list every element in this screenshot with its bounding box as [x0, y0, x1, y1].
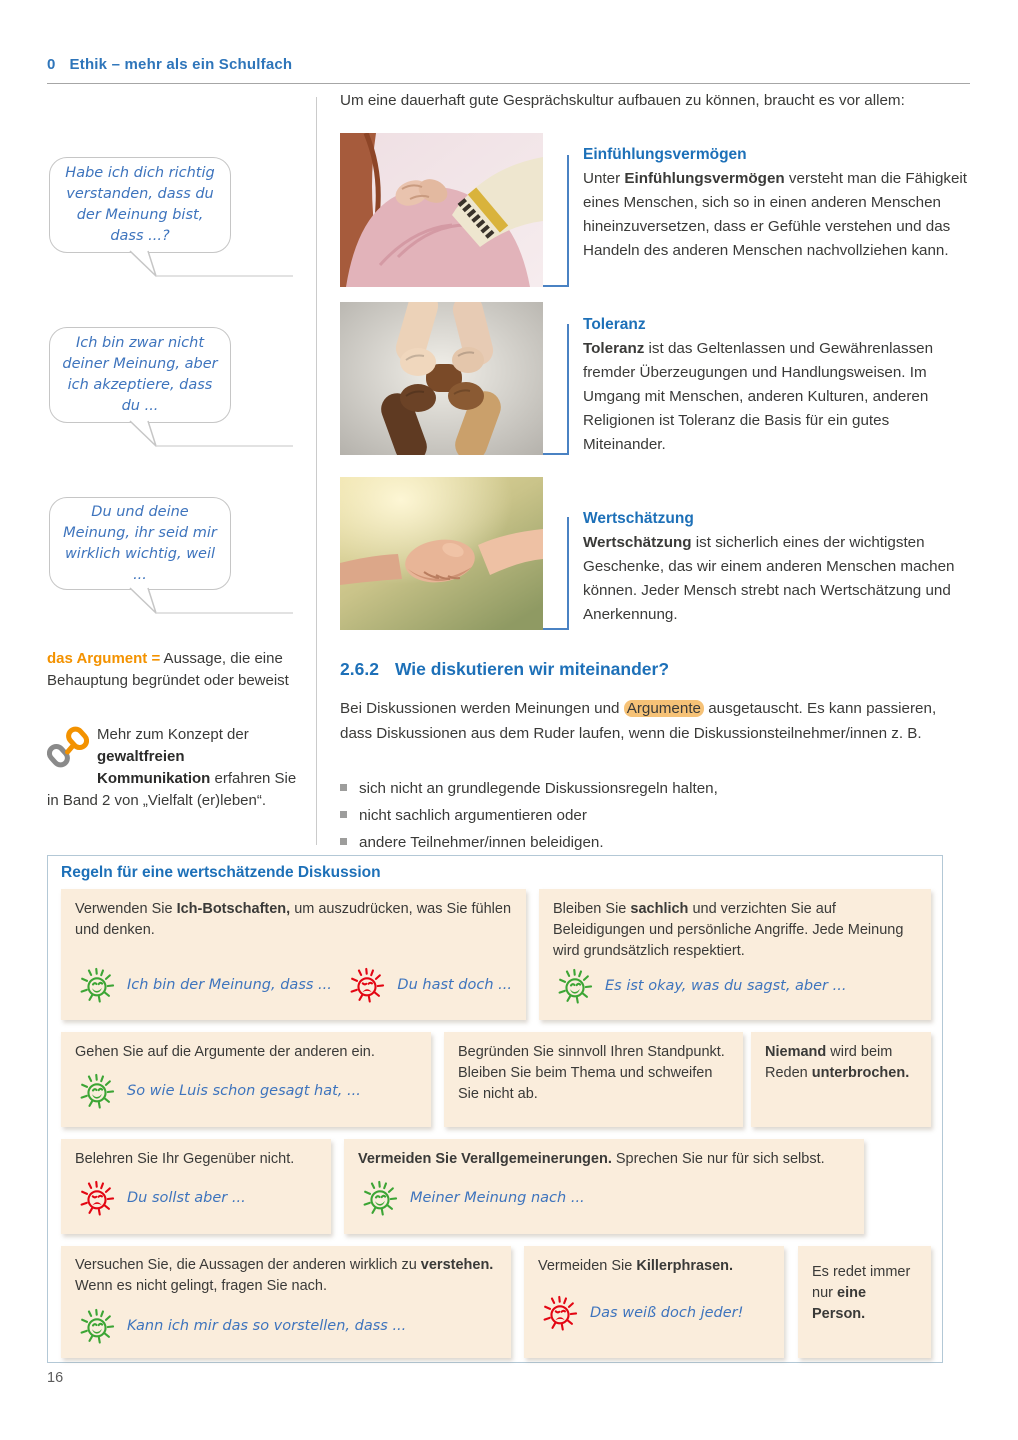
concept-text-bold: Wertschätzung — [583, 534, 692, 551]
section-number: 2.6.2 — [340, 659, 379, 679]
concept-empathy — [583, 146, 975, 263]
concept-heading: Wertschätzung — [583, 510, 694, 527]
speech-bubble — [49, 497, 231, 590]
rules-title: Regeln für eine wertschätzende Diskussion — [61, 864, 381, 881]
example-row — [75, 1304, 497, 1348]
definition-text: Aussage, die eine Behauptung begründet oder beweist — [47, 650, 289, 689]
section-paragraph-post: ausgetauscht. Es kann passieren, dass Diskussionen aus dem Ruder laufen, wenn die Diskussionsteilnehmer/innen z. B. — [340, 700, 937, 742]
concept-text — [583, 167, 975, 263]
rule-text: Es redet immer nur — [812, 1264, 911, 1301]
rule-text: wird beim Reden — [765, 1044, 893, 1081]
rule-text-bold: eine Person. — [812, 1285, 867, 1322]
rule-text: Belehren Sie Ihr Gegenüber nicht. — [75, 1151, 295, 1167]
rule-text: Begründen Sie sinnvoll Ihren Standpunkt. Bleiben Sie beim Thema und schweifen Sie nicht ab. — [458, 1044, 725, 1102]
chapter-number: 0 — [47, 56, 56, 73]
example-text: Du sollst aber ... — [127, 1189, 246, 1206]
rule-verstehen — [61, 1246, 511, 1358]
bullet-list — [340, 775, 972, 856]
rule-text-bold: verstehen. — [420, 1257, 494, 1273]
rules-box — [47, 855, 943, 1363]
speech-bubble — [49, 327, 231, 423]
rule-text: Sprechen Sie nur für sich selbst. — [611, 1151, 825, 1167]
rule-text: um auszudrücken, was Sie fühlen und denken. — [75, 901, 512, 938]
chain-link-icon — [47, 726, 89, 768]
gray-square-bullet — [340, 811, 347, 818]
example-text: Es ist okay, was du sagst, aber ... — [605, 977, 847, 994]
example-text: Du hast doch ... — [397, 976, 512, 993]
rule-text: Gehen Sie auf die Argumente der anderen ein. — [75, 1044, 375, 1060]
rule-text-bold: Niemand — [765, 1044, 827, 1060]
note-bold: gewaltfreien Kommunikation — [97, 748, 211, 787]
bullet-item — [340, 802, 972, 829]
example-row — [75, 1176, 317, 1220]
bullet-item — [340, 775, 972, 802]
good-example — [358, 1176, 585, 1220]
section-title: Wie diskutieren wir miteinander? — [394, 659, 670, 679]
concept-heading: Toleranz — [583, 316, 646, 333]
bullet-item — [340, 829, 972, 856]
example-text: Ich bin der Meinung, dass ... — [127, 976, 332, 993]
speech-bubble-text: Du und deine Meinung, ihr seid mir wirklich wichtig, weil ... — [63, 503, 217, 583]
sad-sun-icon — [345, 963, 389, 1007]
bubble-tail — [108, 587, 298, 617]
section-paragraph-pre: Bei Diskussionen werden Meinungen und — [340, 700, 624, 717]
intro-paragraph: Um eine dauerhaft gute Gesprächskultur aufbauen zu können, braucht es vor allem: — [340, 92, 905, 109]
chapter-title: Ethik – mehr als ein Schulfach — [69, 56, 293, 73]
rule-text-bold: sachlich — [630, 901, 689, 917]
rule-text: Versuchen Sie, die Aussagen der anderen wirklich zu — [75, 1257, 421, 1273]
note-post: erfahren Sie in Band 2 von „Vielfalt (er)leben“. — [47, 770, 297, 809]
rule-text: Vermeiden Sie — [538, 1258, 637, 1274]
concept-text-post: ist sicherlich eines der wichtigsten Geschenke, das wir einem anderen Menschen machen können. Jeder Mensch strebt nach Wertschätzung und Anerkennung. — [583, 534, 955, 623]
chapter-header — [47, 56, 292, 73]
rule-argumente-eingehen — [61, 1032, 431, 1127]
photo-tolerance-four-hands — [340, 302, 543, 455]
concept-text — [583, 531, 975, 627]
concept-text-post: versteht man die Fähigkeit eines Menschen, sich so in einen anderen Menschen hineinzuversetzen, dass er Gefühle verstehen und das Handeln des anderen Menschen nachvollziehen kann. — [583, 170, 968, 259]
rule-text: Bleiben Sie — [553, 901, 631, 917]
rule-nicht-unterbrechen — [751, 1032, 931, 1127]
example-text: So wie Luis schon gesagt hat, ... — [127, 1082, 361, 1099]
connector-line — [543, 517, 569, 630]
bad-example — [538, 1291, 743, 1335]
rule-verallgemeinerungen — [344, 1139, 864, 1234]
sad-sun-icon — [75, 1176, 119, 1220]
note-pre: Mehr zum Konzept der — [97, 726, 249, 743]
example-row — [538, 1291, 770, 1335]
rule-standpunkt — [444, 1032, 743, 1127]
example-row — [553, 964, 917, 1008]
section-heading — [340, 659, 669, 680]
speech-bubble-text: Habe ich dich richtig verstanden, dass du der Meinung bist, dass ...? — [65, 165, 215, 244]
concept-heading: Einfühlungsvermögen — [583, 146, 747, 163]
photo-empathy-hand-on-shoulder — [340, 133, 543, 287]
rule-text: und verzichten Sie auf Beleidigungen und persönliche Angriffe. Jede Meinung wird grundsätzlich respektiert. — [553, 901, 904, 959]
gray-square-bullet — [340, 784, 347, 791]
highlight-argumente: Argumente — [624, 700, 704, 717]
connector-line — [543, 324, 569, 455]
sidebar-divider — [316, 97, 317, 845]
bullet-text: sich nicht an grundlegende Diskussionsregeln halten, — [359, 780, 718, 797]
section-paragraph — [340, 696, 972, 746]
bubble-tail — [108, 420, 298, 450]
connector-line — [543, 155, 569, 287]
happy-sun-icon — [553, 964, 597, 1008]
bubble-tail — [108, 250, 298, 280]
happy-sun-icon — [358, 1176, 402, 1220]
rule-nicht-belehren — [61, 1139, 331, 1234]
gray-square-bullet — [340, 838, 347, 845]
happy-sun-icon — [75, 963, 119, 1007]
good-example — [75, 1304, 406, 1348]
good-example — [75, 1069, 361, 1113]
rule-text-bold: Vermeiden Sie Verallgemeinerungen. — [358, 1151, 612, 1167]
concept-text-pre: Unter — [583, 170, 625, 187]
margin-note — [47, 724, 301, 812]
bad-example — [75, 1176, 246, 1220]
concept-tolerance — [583, 316, 975, 457]
rule-eine-person — [798, 1246, 931, 1358]
bullet-text: nicht sachlich argumentieren oder — [359, 807, 587, 824]
concept-text — [583, 337, 975, 457]
good-example — [553, 964, 846, 1008]
rule-text: Verwenden Sie — [75, 901, 177, 917]
concept-text-bold: Einfühlungsvermögen — [624, 170, 785, 187]
rule-text-bold: Ich-Botschaften, — [176, 901, 291, 917]
happy-sun-icon — [75, 1304, 119, 1348]
example-text: Kann ich mir das so vorstellen, dass ... — [127, 1317, 407, 1334]
good-example — [75, 963, 332, 1007]
bad-example — [345, 963, 512, 1007]
example-row — [75, 1069, 417, 1113]
rule-killerphrasen — [524, 1246, 784, 1358]
concept-text-bold: Toleranz — [583, 340, 645, 357]
concept-appreciation — [583, 510, 975, 627]
speech-bubble-text: Ich bin zwar nicht deiner Meinung, aber ich akzeptiere, dass du ... — [62, 335, 218, 414]
example-text: Das weiß doch jeder! — [590, 1304, 744, 1321]
example-row — [358, 1176, 850, 1220]
rule-text-bold: Killerphrasen. — [636, 1258, 734, 1274]
rule-sachlich — [539, 889, 931, 1020]
margin-definition — [47, 648, 295, 692]
concept-text-post: ist das Geltenlassen und Gewährenlassen fremder Überzeugungen und Handlungsweisen. Im Umgang mit Menschen, anderen Kulturen, anderen Religionen ist Toleranz die Basis für ein gutes Miteinander. — [583, 340, 934, 453]
example-text: Meiner Meinung nach ... — [410, 1189, 585, 1206]
rule-text-bold: unterbrochen. — [811, 1065, 910, 1081]
definition-term: das Argument = — [47, 650, 161, 667]
rule-text: Wenn es nicht gelingt, fragen Sie nach. — [75, 1278, 328, 1294]
page-number: 16 — [47, 1370, 64, 1386]
example-row — [75, 963, 512, 1007]
photo-appreciation-clasped-hands — [340, 477, 543, 630]
sad-sun-icon — [538, 1291, 582, 1335]
happy-sun-icon — [75, 1069, 119, 1113]
bullet-text: andere Teilnehmer/innen beleidigen. — [359, 834, 604, 851]
rule-ich-botschaften — [61, 889, 526, 1020]
header-rule — [47, 83, 970, 84]
speech-bubble — [49, 157, 231, 253]
